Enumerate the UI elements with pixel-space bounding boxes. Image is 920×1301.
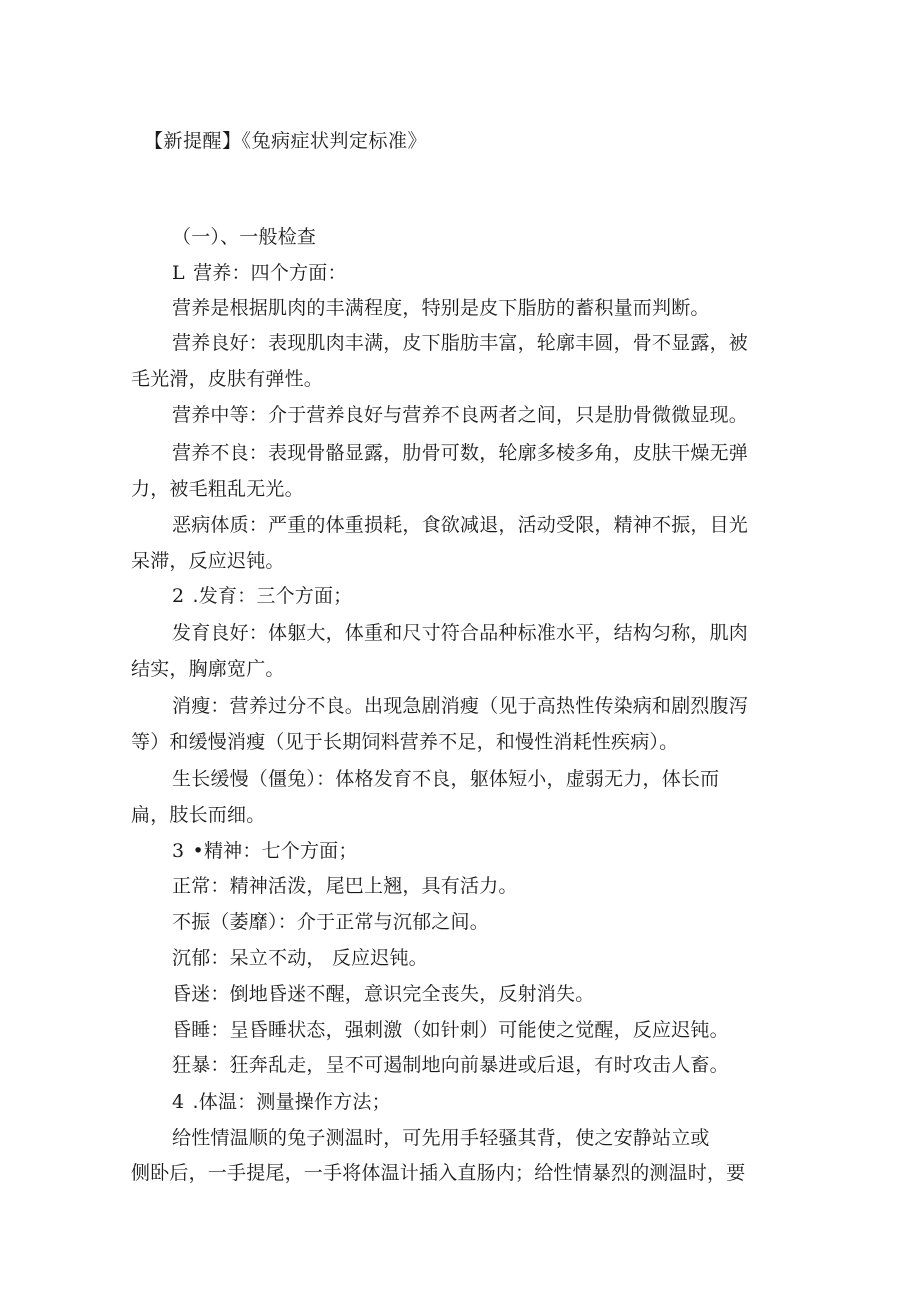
- nutrition-cachexia-line-2: 呆滞，反应迟钝。: [131, 550, 285, 572]
- spirit-depressed: 沉郁：呆立不动， 反应迟钝。: [172, 947, 428, 969]
- nutrition-heading: [172, 258, 347, 288]
- nutrition-good-line-2: 毛光滑，皮肤有弹性。: [131, 368, 324, 390]
- spirit-mania: 狂暴：狂奔乱走，呈不可遏制地向前暴进或后退，有时攻击人畜。: [172, 1054, 729, 1076]
- spirit-coma: 昏迷：倒地昏迷不醒，意识完全丧失，反射消失。: [172, 983, 595, 1005]
- nutrition-poor-line-1: 营养不良：表现骨骼显露，肋骨可数，轮廓多棱多角，皮肤干燥无弹: [172, 442, 749, 464]
- nutrition-heading-num: L: [172, 262, 185, 284]
- temperature-method-line-2: 侧卧后，一手提尾，一手将体温计插入直肠内；给性情暴烈的测温时，要: [131, 1162, 746, 1184]
- document-title: 【新提醒】《兔病症状判定标准》: [144, 130, 428, 152]
- spirit-heading-text: •精神：七个方面；: [186, 840, 358, 862]
- development-heading-text: .发育：三个方面；: [186, 585, 353, 607]
- development-thin-line-1: 消瘦：营养过分不良。出现急剧消瘦（见于高热性传染病和剧烈腹泻: [172, 695, 749, 717]
- temperature-heading-num: 4: [172, 1091, 185, 1113]
- temperature-heading: [172, 1087, 391, 1117]
- development-good-line-1: 发育良好：体躯大，体重和尺寸符合品种标准水平，结构匀称，肌肉: [172, 622, 749, 644]
- spirit-heading: [172, 836, 358, 866]
- nutrition-poor-line-2: 力，被毛粗乱无光。: [131, 478, 304, 500]
- nutrition-heading-text: 营养：四个方面：: [186, 262, 347, 284]
- development-heading: [172, 581, 352, 611]
- development-thin-line-2: 等）和缓慢消瘦（见于长期饲料营养不足，和慢性消耗性疾病）。: [131, 731, 679, 753]
- temperature-heading-text: .体温：测量操作方法；: [186, 1091, 391, 1113]
- nutrition-good-line-1: 营养良好：表现肌肉丰满，皮下脂肪丰富，轮廓丰圆，骨不显露，被: [172, 332, 749, 354]
- nutrition-intro: 营养是根据肌肉的丰满程度，特别是皮下脂肪的蓄积量而判断。: [172, 297, 710, 319]
- spirit-heading-num: 3: [172, 840, 185, 862]
- development-good-line-2: 结实，胸廓宽广。: [131, 658, 285, 680]
- spirit-normal: 正常：精神活泼，尾巴上翘，具有活力。: [172, 875, 518, 897]
- nutrition-medium: 营养中等：介于营养良好与营养不良两者之间，只是肋骨微微显现。: [172, 404, 749, 426]
- development-slow-line-1: 生长缓慢（僵兔）：体格发育不良，躯体短小，虚弱无力，体长而: [172, 768, 720, 790]
- spirit-listless: 不振（萎靡）：介于正常与沉郁之间。: [172, 911, 489, 933]
- temperature-method-line-1: 给性情温顺的兔子测温时，可先用手轻骚其背，使之安静站立或: [172, 1127, 710, 1149]
- development-slow-line-2: 扁，肢长而细。: [131, 804, 266, 826]
- section-heading: （一）、一般检查: [172, 226, 317, 248]
- development-heading-num: 2: [172, 585, 185, 607]
- nutrition-cachexia-line-1: 恶病体质：严重的体重损耗，食欲减退，活动受限，精神不振，目光: [172, 514, 749, 536]
- spirit-lethargy: 昏睡：呈昏睡状态，强刺激（如针刺）可能使之觉醒，反应迟钝。: [172, 1019, 729, 1041]
